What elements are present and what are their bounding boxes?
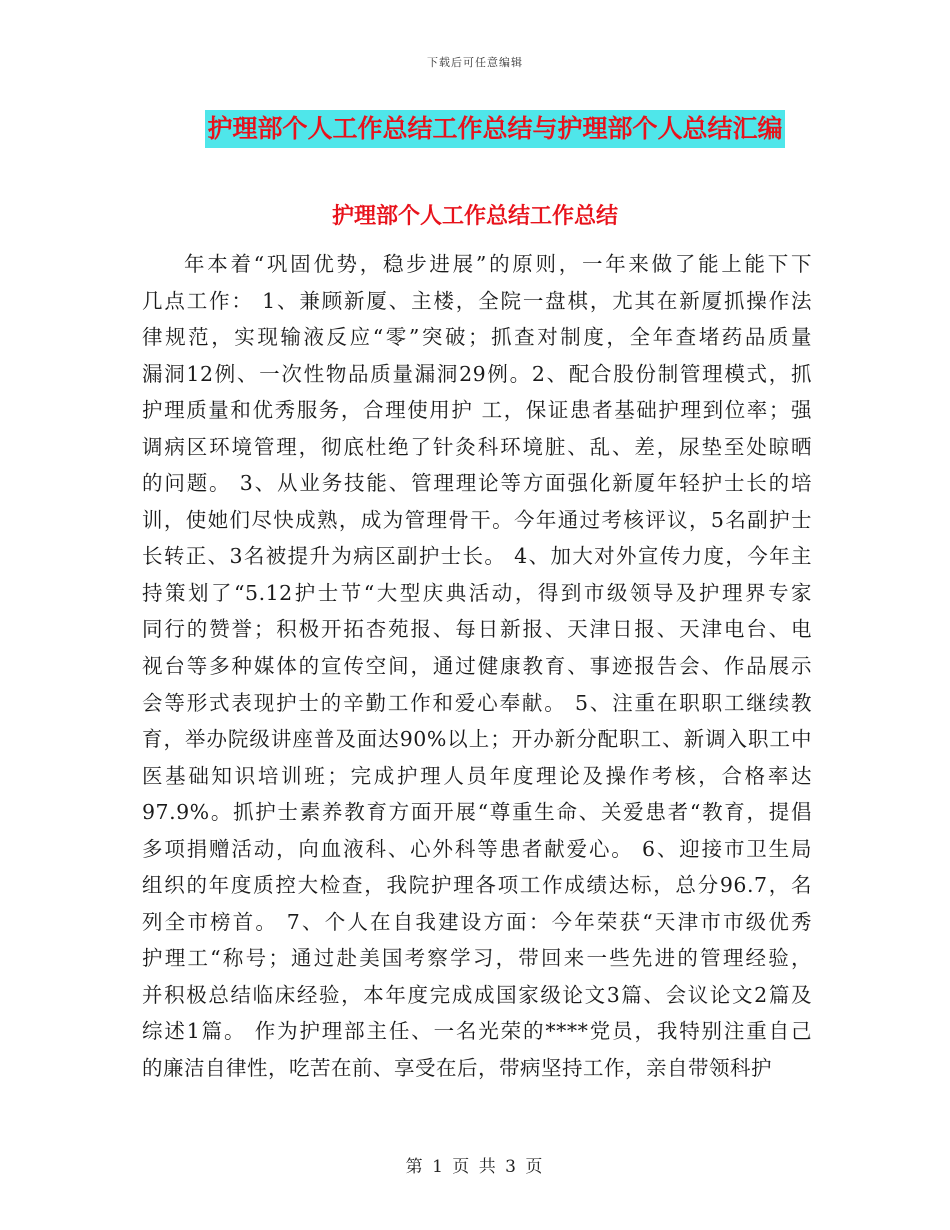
body-line: 护理质量和优秀服务，合理使用护 工，保证患者基础护理到位率；强 [142,398,812,423]
document-title: 护理部个人工作总结工作总结与护理部个人总结汇编 [205,110,784,148]
body-line: 护理工“称号；通过赴美国考察学习，带回来一些先进的管理经验， [142,946,812,971]
body-line: 并积极总结临床经验，本年度完成成国家级论文3篇、会议论文2篇及 [142,982,812,1007]
page-header-note: 下载后可任意编辑 [427,56,523,69]
body-line: 97.9%。抓护士素养教育方面开展“尊重生命、关爱患者“教育，提倡 [142,800,812,825]
body-line: 持策划了“5.12护士节“大型庆典活动，得到市级领导及护理界专家 [142,580,812,605]
body-text [142,246,812,1087]
body-line: 的廉洁自律性，吃苦在前、享受在后，带病坚持工作，亲自带领科护 [142,1056,772,1081]
body-line: 综述1篇。 作为护理部主任、一名光荣的****党员，我特别注重自己 [142,1019,812,1044]
body-line: 调病区环境管理，彻底杜绝了针灸科环境脏、乱、差，尿垫至处晾晒 [142,434,812,459]
body-line: 医基础知识培训班；完成护理人员年度理论及操作考核，合格率达 [142,763,812,788]
body-line: 律规范，实现输液反应“零”突破；抓查对制度，全年查堵药品质量 [142,325,812,350]
section-title: 护理部个人工作总结工作总结 [331,204,618,229]
document-title-container [0,110,950,148]
body-line: 几点工作： 1、兼顾新厦、主楼，全院一盘棋，尤其在新厦抓操作法 [142,288,812,313]
page-footer-indicator: 第 1 页 共 3 页 [405,1157,545,1177]
body-line: 漏洞12例、一次性物品质量漏洞29例。2、配合股份制管理模式，抓 [142,361,812,386]
body-line: 列全市榜首。 7、个人在自我建设方面：今年荣获“天津市市级优秀 [142,909,812,934]
body-line: 训，使她们尽快成熟，成为管理骨干。今年通过考核评议，5名副护士 [142,507,812,532]
body-line: 同行的赞誉；积极开拓杏苑报、每日新报、天津日报、天津电台、电 [142,617,812,642]
body-line: 组织的年度质控大检查，我院护理各项工作成绩达标，总分96.7，名 [142,873,812,898]
body-line: 视台等多种媒体的宣传空间，通过健康教育、事迹报告会、作品展示 [142,654,812,679]
body-line: 会等形式表现护士的辛勤工作和爱心奉献。 5、注重在职职工继续教 [142,690,812,715]
body-line: 长转正、3名被提升为病区副护士长。 4、加大对外宣传力度，今年主 [142,544,812,569]
body-line: 多项捐赠活动，向血液科、心外科等患者献爱心。 6、迎接市卫生局 [142,836,812,861]
body-line: 的问题。 3、从业务技能、管理理论等方面强化新厦年轻护士长的培 [142,471,812,496]
body-line: 年本着“巩固优势，稳步进展”的原则，一年来做了能上能下下 [184,252,812,276]
body-line: 育，举办院级讲座普及面达90%以上；开办新分配职工、新调入职工中 [142,727,812,752]
